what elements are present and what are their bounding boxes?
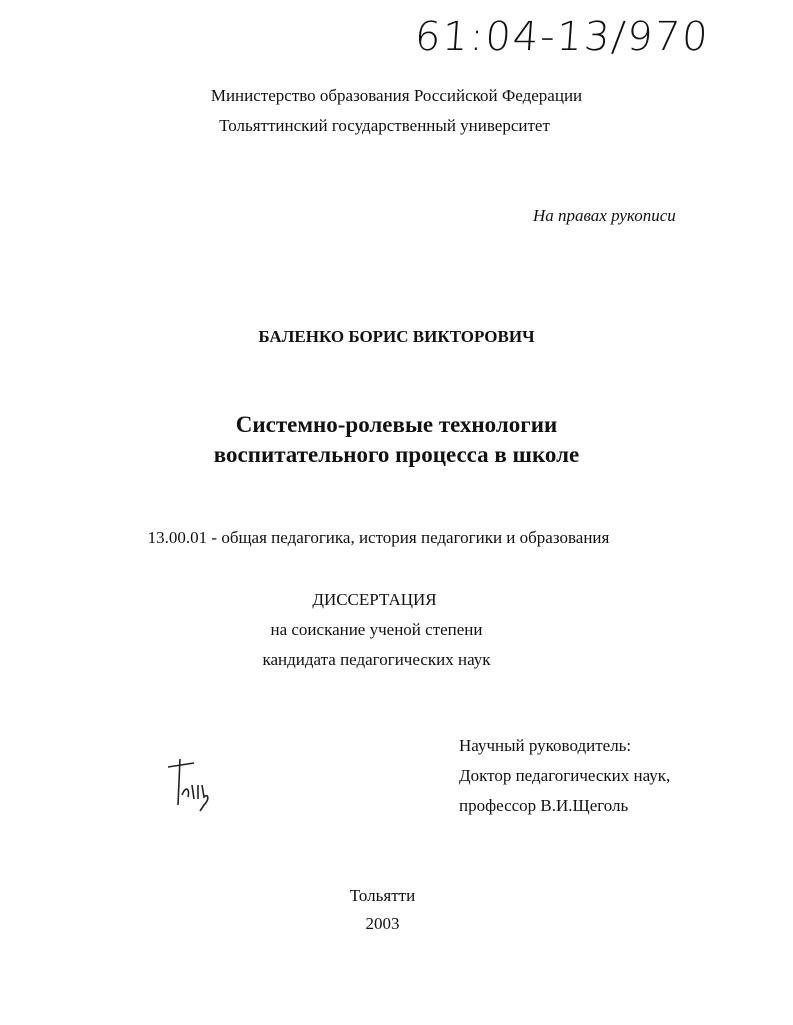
dissertation-title [0, 410, 793, 470]
handwritten-catalog-number: 61:04-13/970 [413, 14, 712, 60]
degree-line-2: кандидата педагогических наук [262, 650, 491, 669]
document-type: ДИССЕРТАЦИЯ [312, 590, 437, 609]
advisor-degree: Доктор педагогических наук, [459, 766, 671, 785]
title-line-1: Системно-ролевые технологии [235, 412, 558, 437]
specialty: 13.00.01 - общая педагогика, история педагогики и образования [147, 528, 610, 547]
author-name: БАЛЕНКО БОРИС ВИКТОРОВИЧ [258, 327, 535, 346]
degree-line-1: на соискание ученой степени [270, 620, 483, 639]
title-line-2: воспитательного процесса в школе [213, 442, 580, 467]
ministry-name: Министерство образования Российской Федерации [210, 86, 583, 105]
year: 2003 [365, 914, 400, 933]
advisor-name: профессор В.И.Щеголь [459, 796, 629, 815]
university-name: Тольяттинский государственный университет [219, 116, 550, 135]
author-signature [160, 755, 220, 815]
manuscript-rights: На правах рукописи [533, 206, 676, 225]
advisor-label: Научный руководитель: [459, 736, 632, 755]
city: Тольятти [349, 886, 416, 905]
